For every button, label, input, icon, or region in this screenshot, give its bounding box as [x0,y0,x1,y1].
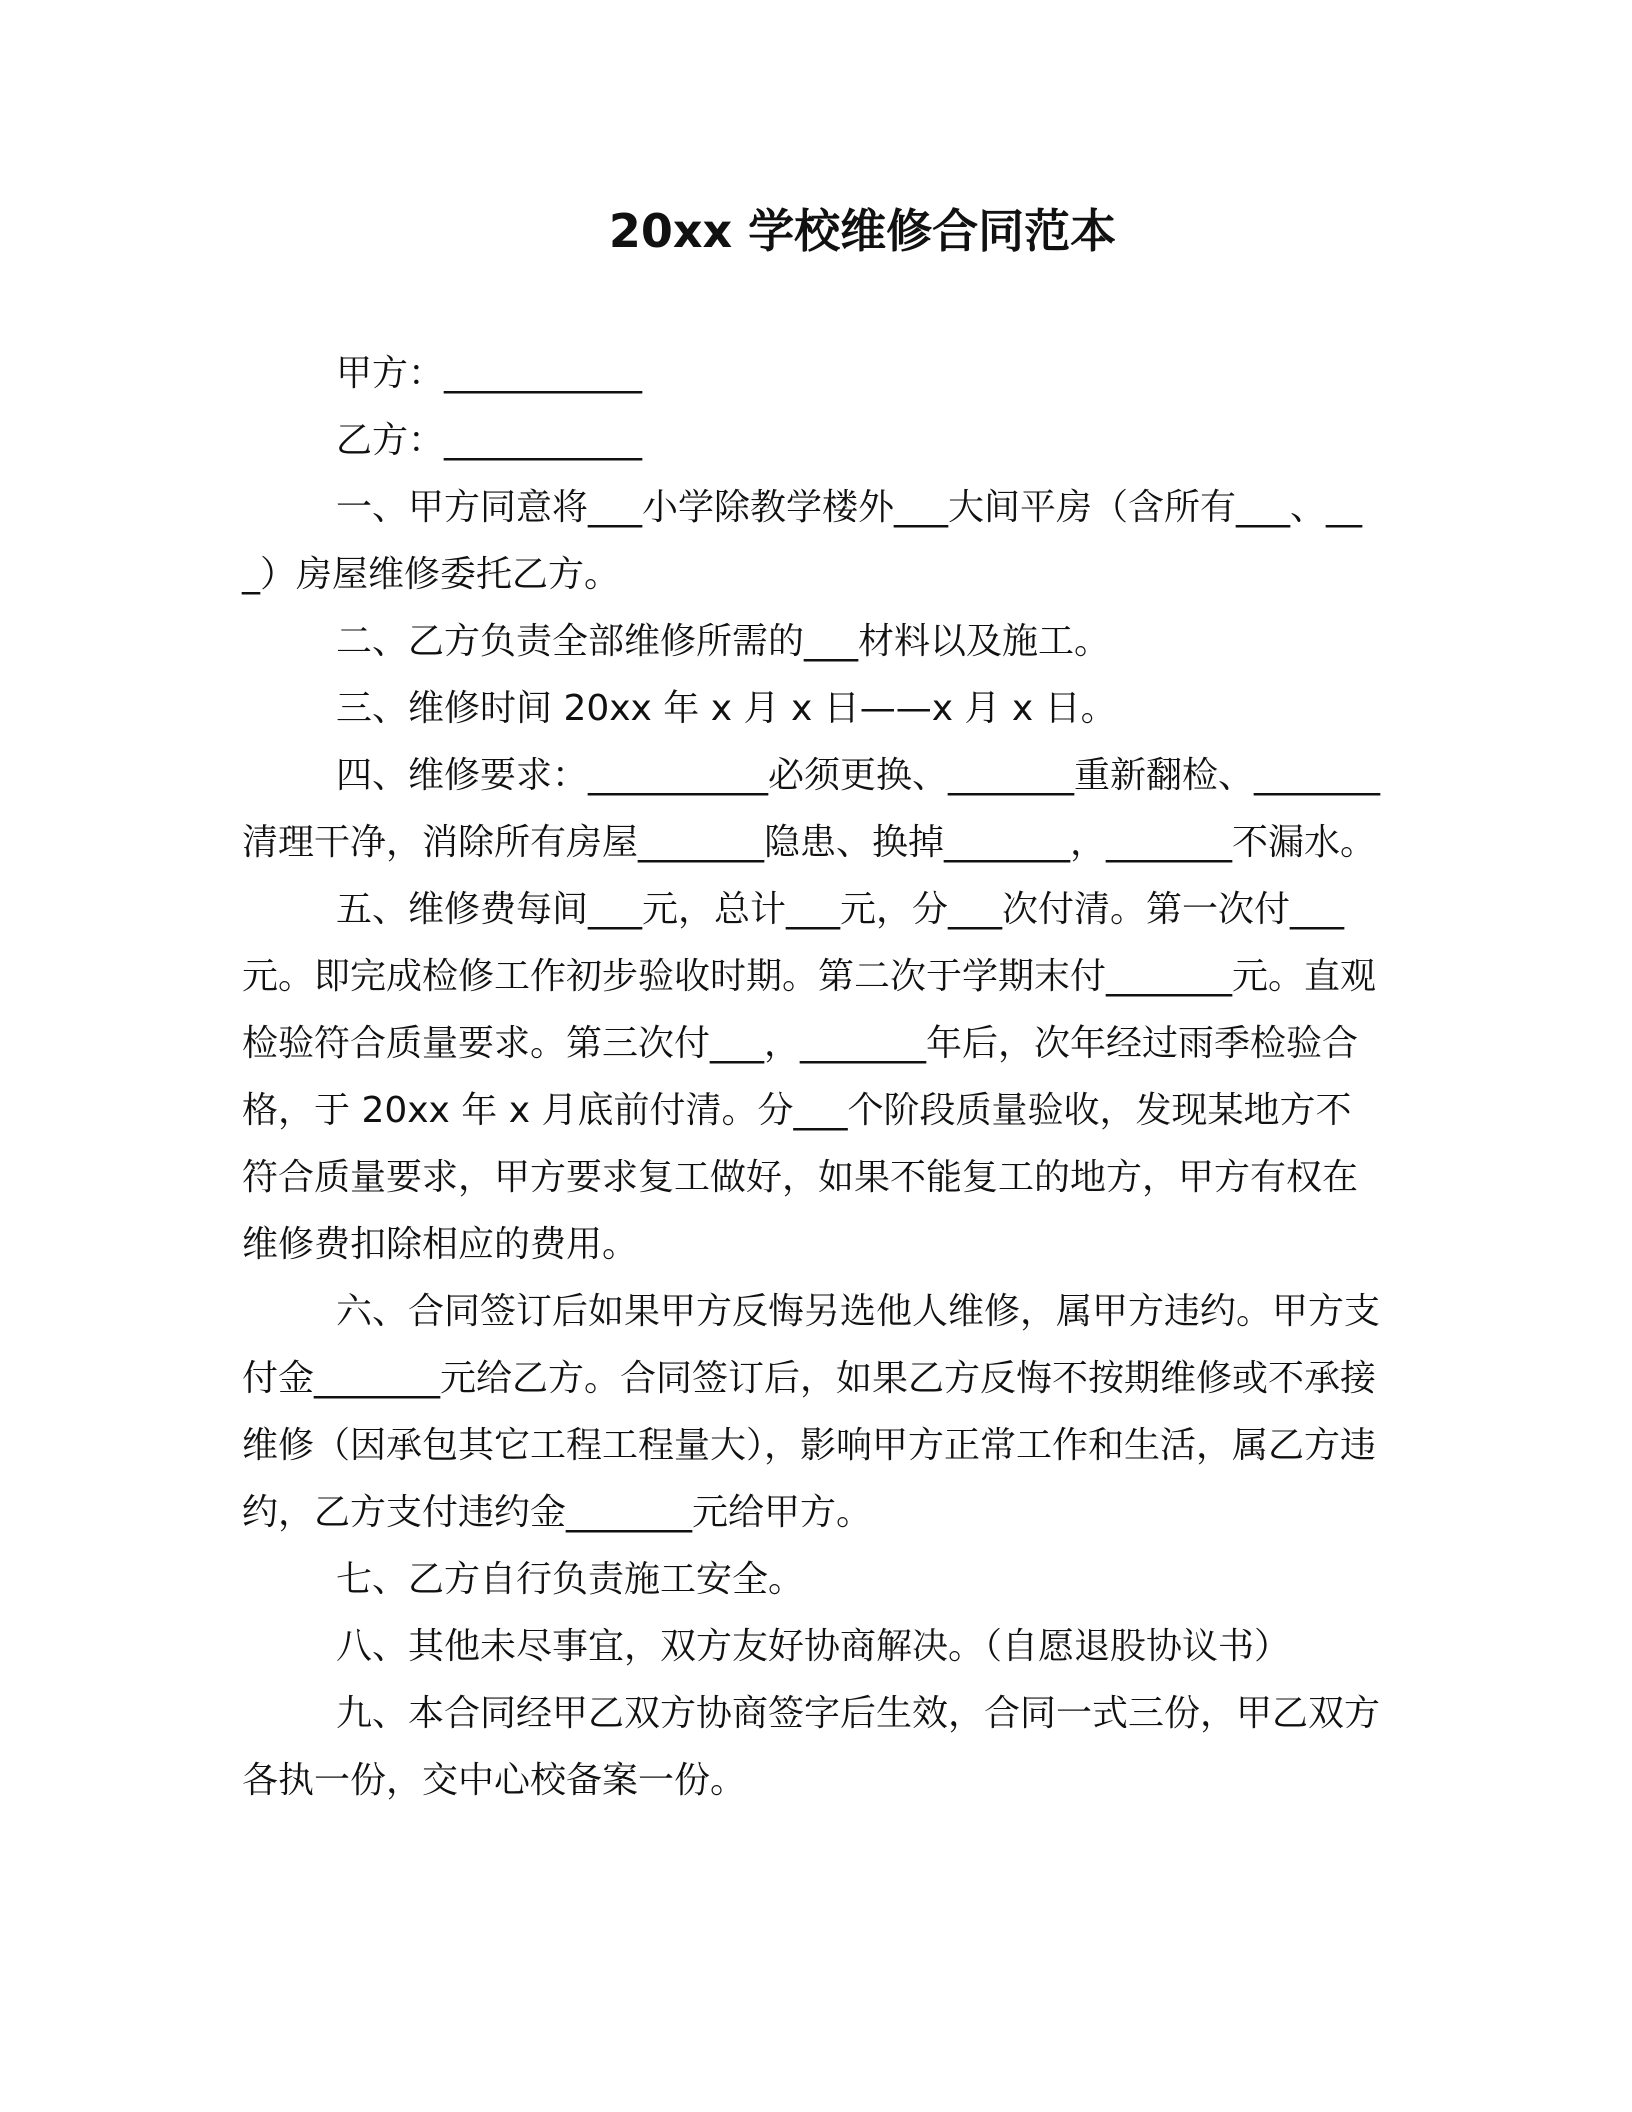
clause-8: 八、其他未尽事宜，双方友好协商解决。（自愿退股协议书） [336,1626,1291,1667]
clause-6: 六、合同签订后如果甲方反悔另选他人维修，属甲方违约。甲方支付金_______元给乙方。合同签订后，如果乙方反悔不按期维修或不承接维修（因承包其它工程工程量大），影响甲方正常工作和生活，属乙方违约，乙方支付违约金_______元给甲方。 [242,1291,1381,1533]
party-b-line: 乙方：___________ [336,420,643,461]
clause-2: 二、乙方负责全部维修所需的___材料以及施工。 [336,621,1111,662]
clause-1: 一、甲方同意将___小学除教学楼外___大间平房（含所有___、___）房屋维修委托乙方。 [242,487,1363,595]
party-a-line: 甲方：___________ [336,353,643,394]
clause-5: 五、维修费每间___元，总计___元，分___次付清。第一次付___元。即完成检修工作初步验收时期。第二次于学期末付_______元。直观检验符合质量要求。第三次付___，_______年后，次年经过雨季检验合格，于 20xx 年 x 月底前付清。分___个阶段质量验收，发现某地方不符合质量要求，甲方要求复工做好，如果不能复工的地方，甲方有权在维修费扣除相应的费用。 [242,889,1377,1265]
document-title: 20xx 学校维修合同范本 [608,204,1117,258]
clause-3: 三、维修时间 20xx 年 x 月 x 日——x 月 x 日。 [336,688,1117,729]
clause-9: 九、本合同经甲乙双方协商签字后生效，合同一式三份，甲乙双方各执一份，交中心校备案一份。 [242,1693,1381,1801]
clause-4: 四、维修要求：__________必须更换、_______重新翻检、_______清理干净，消除所有房屋_______隐患、换掉_______，_______不漏水。 [242,755,1381,863]
clause-7: 七、乙方自行负责施工安全。 [336,1559,805,1600]
document-body [242,340,1382,1814]
